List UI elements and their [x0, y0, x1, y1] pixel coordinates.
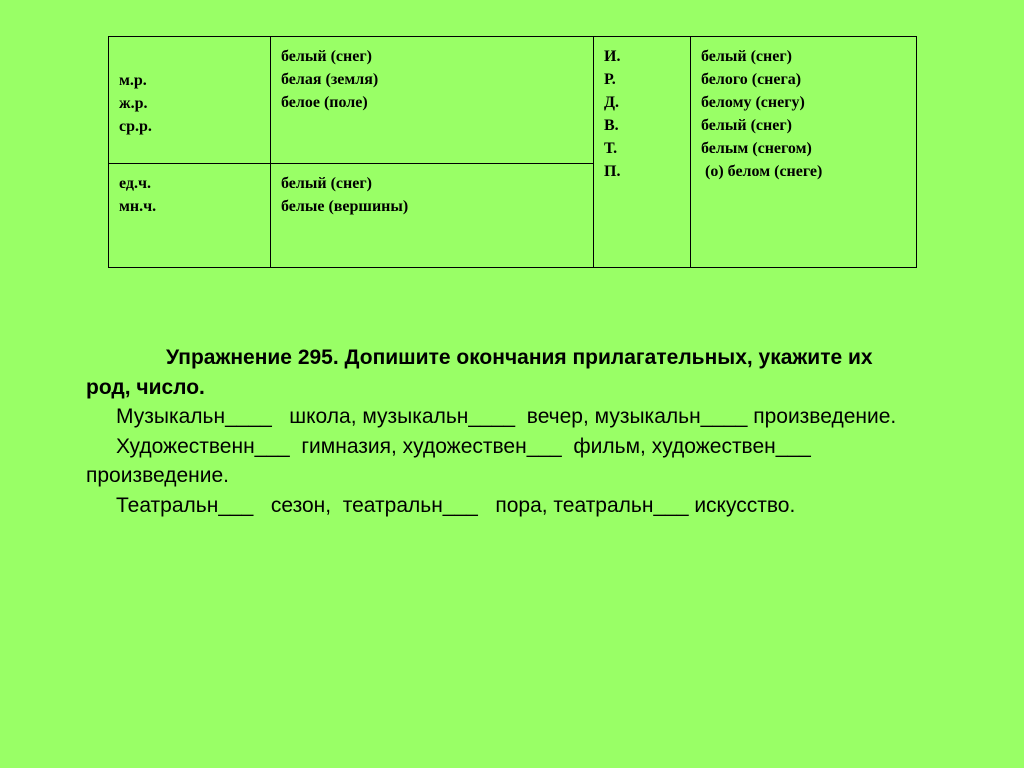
number-examples-cell: [271, 164, 594, 268]
gender-label: м.р.: [119, 72, 147, 89]
exercise-block: [86, 343, 906, 520]
exercise-heading: Упражнение 295. Допишите окончания прилагательных, укажите их род, число.: [86, 346, 879, 399]
gender-examples-cell: [271, 37, 594, 164]
number-label: мн.ч.: [119, 198, 157, 215]
case-example: (о) белом (снеге): [701, 163, 823, 180]
case-label: П.: [604, 163, 621, 180]
case-example: белый (снег): [701, 117, 792, 134]
case-example: белого (снега): [701, 71, 802, 88]
case-label: Р.: [604, 71, 616, 88]
gender-label: ср.р.: [119, 118, 152, 135]
case-example: белым (снегом): [701, 140, 812, 157]
gender-label: ж.р.: [119, 95, 148, 112]
grammar-table: [108, 36, 917, 268]
case-label: В.: [604, 117, 619, 134]
number-label: ед.ч.: [119, 175, 152, 192]
gender-labels-cell: [109, 37, 271, 164]
case-examples-cell: [691, 37, 917, 268]
exercise-line: Художественн___ гимназия, художествен___ фильм, художествен___ произведение.: [86, 434, 823, 487]
number-labels-cell: [109, 164, 271, 268]
number-example: белый (снег): [281, 175, 372, 192]
gender-example: белый (снег): [281, 48, 372, 65]
case-label: Д.: [604, 94, 620, 111]
gender-example: белая (земля): [281, 71, 379, 88]
case-example: белому (снегу): [701, 94, 805, 111]
case-label: Т.: [604, 140, 618, 157]
number-example: белые (вершины): [281, 198, 409, 215]
case-labels-cell: [594, 37, 691, 268]
exercise-line: Музыкальн____ школа, музыкальн____ вечер, музыкальн____ произведение.: [116, 405, 897, 428]
gender-example: белое (поле): [281, 94, 368, 111]
case-example: белый (снег): [701, 48, 792, 65]
exercise-line: Театральн___ сезон, театральн___ пора, театральн___ искусство.: [116, 493, 796, 517]
case-label: И.: [604, 48, 621, 65]
